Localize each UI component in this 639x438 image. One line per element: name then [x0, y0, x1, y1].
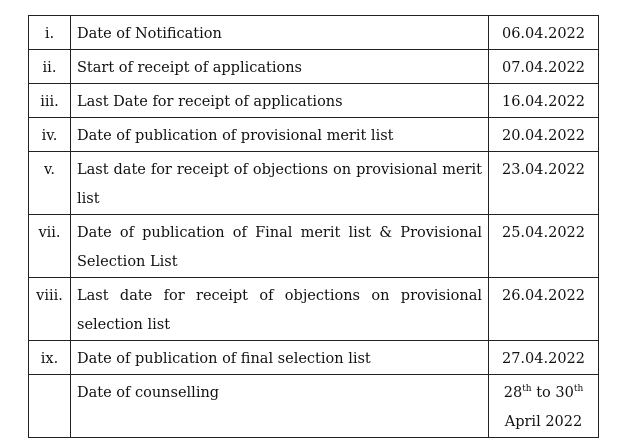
table-row: [29, 375, 599, 438]
table-row: [29, 215, 599, 278]
event-date: 26.04.2022: [489, 278, 599, 341]
row-number: v.: [29, 152, 71, 215]
table-row: [29, 50, 599, 84]
counselling-start-day: 28: [503, 385, 523, 401]
schedule-table: [28, 15, 599, 438]
event-description: Date of Notification: [71, 16, 489, 50]
ordinal-suffix: th: [522, 384, 532, 394]
event-date: 25.04.2022: [489, 215, 599, 278]
table-row: [29, 278, 599, 341]
table-row: [29, 152, 599, 215]
row-number: vii.: [29, 215, 71, 278]
event-description: Last date for receipt of objections on provisional selection list: [71, 278, 489, 341]
event-date: 20.04.2022: [489, 118, 599, 152]
event-date: 06.04.2022: [489, 16, 599, 50]
event-description: Date of publication of provisional merit list: [71, 118, 489, 152]
counselling-month-year: April 2022: [504, 414, 583, 430]
row-number: iv.: [29, 118, 71, 152]
ordinal-suffix: th: [573, 384, 584, 394]
table-row: [29, 341, 599, 375]
row-number: ix.: [29, 341, 71, 375]
event-description: Date of counselling: [71, 375, 489, 438]
event-date: 23.04.2022: [489, 152, 599, 215]
table-row: [29, 16, 599, 50]
event-description: Date of publication of Final merit list & Provisional Selection List: [71, 215, 489, 278]
event-description: Start of receipt of applications: [71, 50, 489, 84]
event-description: Last date for receipt of objections on provisional merit list: [71, 152, 489, 215]
event-date: 07.04.2022: [489, 50, 599, 84]
row-number: i.: [29, 16, 71, 50]
row-number: [29, 375, 71, 438]
row-number: ii.: [29, 50, 71, 84]
row-number: viii.: [29, 278, 71, 341]
range-separator: to: [531, 385, 556, 401]
event-date: 27.04.2022: [489, 341, 599, 375]
row-number: iii.: [29, 84, 71, 118]
event-description: Date of publication of final selection list: [71, 341, 489, 375]
table-row: [29, 84, 599, 118]
event-date: [489, 375, 599, 438]
table-row: [29, 118, 599, 152]
counselling-date-range: [495, 379, 592, 408]
event-date: 16.04.2022: [489, 84, 599, 118]
event-description: Last Date for receipt of applications: [71, 84, 489, 118]
counselling-end-day: 30: [555, 385, 574, 401]
